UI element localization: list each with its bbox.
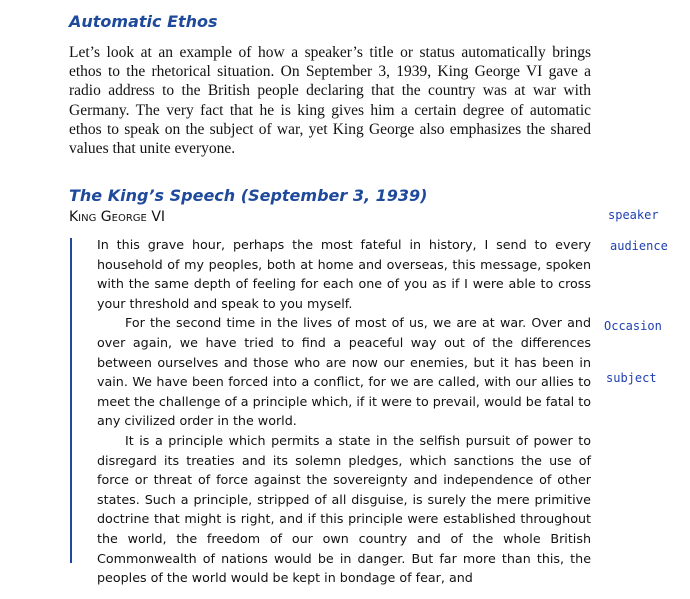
speech-paragraph-3: It is a principle which permits a state in the selfish pursuit of power to disregard its treaties and its solemn pledges, which sanctions the use of force or threat of force against the sovereignty and independence of other states. Such a principle, stripped of all disguise, is surely the mere primitive doctrine that might is right, and if this principle were established throughout the world, the freedom of our own country and of the whole British Commonwealth of nations would be in danger. But far more than this, the peoples of the world would be kept in bondage of fear, and [97,432,591,586]
speech-paragraph-1: In this grave hour, perhaps the most fateful in history, I send to every household of my peoples, both at home and overseas, this message, spoken with the same depth of feeling for each one of you as if I were able to cross your threshold and speak to you myself. [97,237,591,311]
speech-rule [70,238,72,563]
annotation-speaker: speaker [608,208,659,222]
speech-paragraph-2: For the second time in the lives of most of us, we are at war. Over and over again, we have tried to find a peaceful way out of the differences between ourselves and those who are now our enemies, but it has been in vain. We have been forced into a conflict, for we are called, with our allies to meet the challenge of a principle which, if it were to prevail, would be fatal to any civilized order in the world. [97,315,591,429]
annotation-audience: audience [610,239,668,253]
speech-author: King George VI [69,209,166,225]
speech-title: The King’s Speech (September 3, 1939) [69,186,428,205]
annotation-occasion: Occasion [604,319,662,333]
intro-paragraph: Let’s look at an example of how a speaker’s title or status automatically brings ethos to the rhetorical situation. On September 3, 1939, King George VI gave a radio address to the British people declaring that the country was at war with Germany. The very fact that he is king gives him a certain degree of automatic ethos to speak on the subject of war, yet King George also emphasizes the shared values that unite everyone. [69,44,591,158]
section-heading: Automatic Ethos [69,12,218,31]
annotation-subject: subject [606,371,657,385]
speech-text [97,235,591,588]
